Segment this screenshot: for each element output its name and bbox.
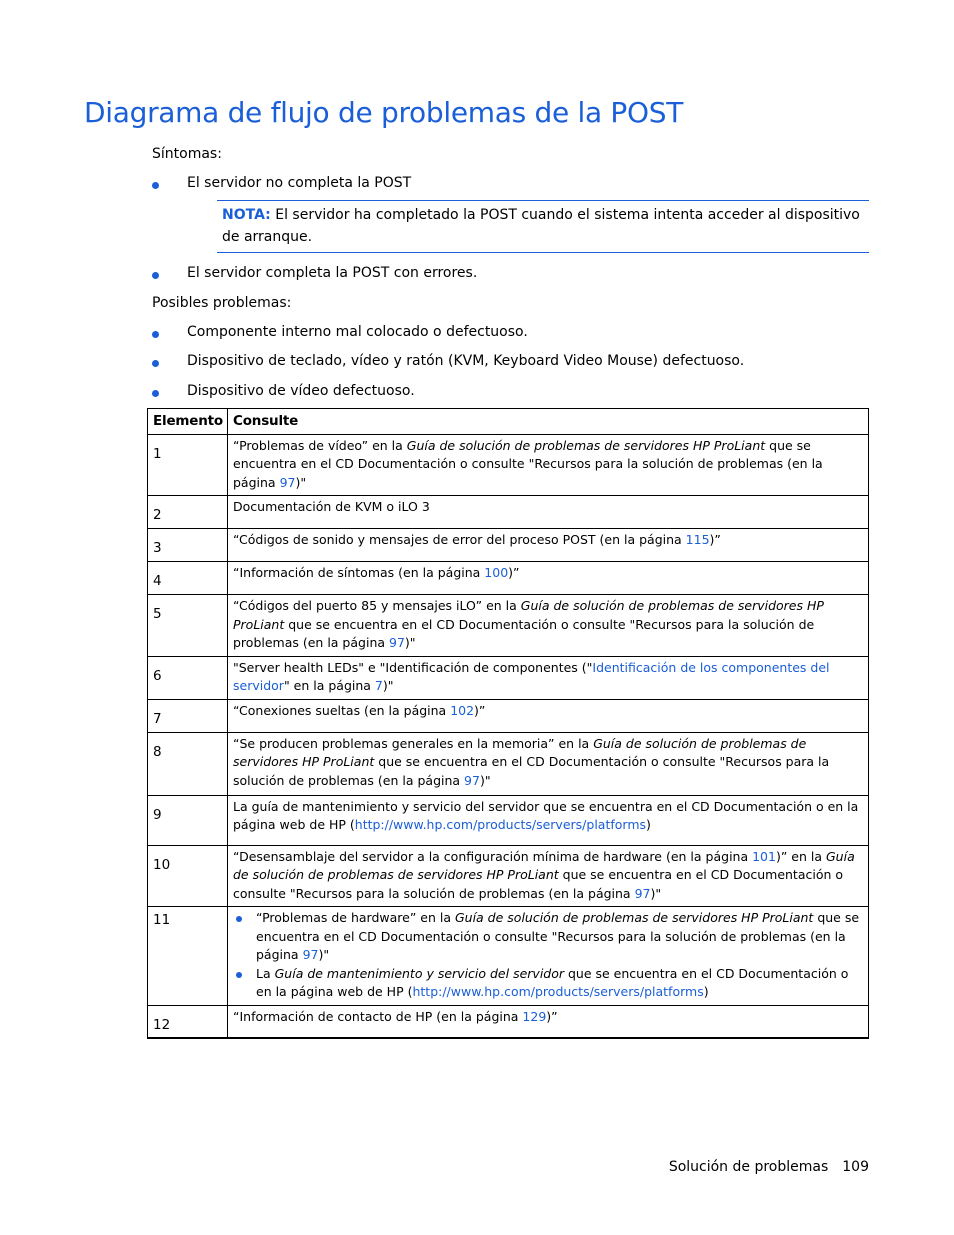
problem-text: Componente interno mal colocado o defectuoso.: [187, 324, 528, 340]
row-number: 8: [148, 732, 228, 795]
row-number: 11: [148, 907, 228, 1006]
page-link[interactable]: 100: [484, 565, 509, 580]
page-link[interactable]: 97: [389, 635, 405, 650]
row-reference: “Conexiones sueltas (en la página 102)”: [228, 699, 869, 732]
row-reference: “Códigos de sonido y mensajes de error del proceso POST (en la página 115)”: [228, 529, 869, 562]
column-header-element: Elemento: [148, 409, 228, 435]
row-reference: “Problemas de vídeo” en la Guía de solución de problemas de servidores HP ProLiant que se encuentra en el CD Documentación o consulte "Recursos para la solución de problemas (en la página 97)": [228, 434, 869, 496]
page-link[interactable]: 97: [464, 772, 480, 788]
row-number: 4: [148, 562, 228, 595]
row-reference: “Códigos del puerto 85 y mensajes iLO” en la Guía de solución de problemas de servidores HP ProLiant que se encuentra en el CD Documentación o consulte "Recursos para la solución de problemas (en la página 97)": [228, 595, 869, 657]
page-link[interactable]: 101: [752, 848, 776, 864]
row-number: 5: [148, 595, 228, 657]
row-number: 3: [148, 529, 228, 562]
table-row: [148, 845, 869, 907]
symptoms-label: Síntomas:: [152, 146, 222, 162]
table-header-row: [148, 409, 869, 435]
bullet-icon: [236, 916, 242, 922]
problem-text: Dispositivo de teclado, vídeo y ratón (KVM, Keyboard Video Mouse) defectuoso.: [187, 353, 745, 369]
page-title: Diagrama de flujo de problemas de la POST: [84, 96, 684, 129]
table-row: [148, 699, 869, 732]
note-label: NOTA:: [222, 207, 271, 223]
url-link[interactable]: http://www.hp.com/products/servers/platforms: [354, 817, 647, 832]
table-row: [148, 496, 869, 529]
row-number: 10: [148, 845, 228, 907]
table-row: [148, 795, 869, 845]
bullet-icon: [236, 972, 242, 978]
page-link[interactable]: 102: [450, 702, 475, 718]
page-link[interactable]: 7: [374, 678, 383, 693]
row-reference: La guía de mantenimiento y servicio del servidor que se encuentra en el CD Documentación o en la página web de HP (http://www.hp.com/products/servers/platforms): [228, 795, 869, 845]
bullet-icon: [152, 360, 159, 367]
bullet-icon: [152, 182, 159, 189]
list-item: La Guía de mantenimiento y servicio del servidor que se encuentra en el CD Documentación o en la página web de HP (http://www.hp.com/products/servers/platforms): [233, 965, 864, 1002]
table-row: [148, 529, 869, 562]
page-number: 109: [842, 1159, 869, 1175]
row-number: 2: [148, 496, 228, 529]
page-link[interactable]: 97: [279, 474, 296, 490]
row-number: 12: [148, 1005, 228, 1038]
row-reference: [228, 907, 869, 1006]
table-row: [148, 562, 869, 595]
row-reference: "Server health LEDs" e "Identificación de componentes ("Identificación de los componentes del servidor" en la página 7)": [228, 656, 869, 699]
symptom-text: El servidor no completa la POST: [187, 175, 412, 191]
table-row: [148, 907, 869, 1006]
page-link[interactable]: 97: [302, 947, 319, 962]
row-reference: “Información de contacto de HP (en la página 129)”: [228, 1005, 869, 1038]
table-row: [148, 656, 869, 699]
problems-label: Posibles problemas:: [152, 295, 292, 311]
page-link[interactable]: 115: [685, 532, 710, 547]
row-reference: “Desensamblaje del servidor a la configuración mínima de hardware (en la página 101)” en la Guía de solución de problemas de servidores HP ProLiant que se encuentra en el CD Documentación o consulte "Recursos para la solución de problemas (en la página 97)": [228, 845, 869, 907]
bullet-icon: [152, 331, 159, 338]
symptom-text: El servidor completa la POST con errores.: [187, 265, 478, 281]
page-footer: [669, 1159, 869, 1175]
table-row: [148, 434, 869, 496]
row-reference: “Información de síntomas (en la página 100)”: [228, 562, 869, 595]
note-box: [217, 200, 869, 253]
page-link[interactable]: 97: [634, 885, 651, 901]
column-header-reference: Consulte: [228, 409, 869, 435]
row-number: 6: [148, 656, 228, 699]
row-number: 7: [148, 699, 228, 732]
url-link[interactable]: http://www.hp.com/products/servers/platforms: [412, 984, 704, 999]
bullet-icon: [152, 272, 159, 279]
table-row: [148, 1005, 869, 1038]
section-link[interactable]: Identificación de los componentes del servidor: [233, 659, 830, 693]
row-reference: Documentación de KVM o iLO 3: [228, 496, 869, 529]
footer-section: Solución de problemas: [668, 1159, 829, 1175]
row-number: 9: [148, 795, 228, 845]
table-row: [148, 595, 869, 657]
table-row: [148, 732, 869, 795]
note-text: El servidor ha completado la POST cuando el sistema intenta acceder al dispositivo de arranque.: [222, 207, 860, 245]
row-reference: “Se producen problemas generales en la memoria” en la Guía de solución de problemas de servidores HP ProLiant que se encuentra en el CD Documentación o consulte "Recursos para la solución de problemas (en la página 97)": [228, 732, 869, 795]
list-item: “Problemas de hardware” en la Guía de solución de problemas de servidores HP ProLiant que se encuentra en el CD Documentación o consulte "Recursos para la solución de problemas (en la página 97)": [233, 909, 864, 965]
reference-table: [147, 408, 869, 1039]
problem-text: Dispositivo de vídeo defectuoso.: [187, 383, 415, 399]
page-link[interactable]: 129: [522, 1008, 547, 1024]
reference-list: [233, 909, 864, 1002]
bullet-icon: [152, 390, 159, 397]
row-number: 1: [148, 434, 228, 496]
